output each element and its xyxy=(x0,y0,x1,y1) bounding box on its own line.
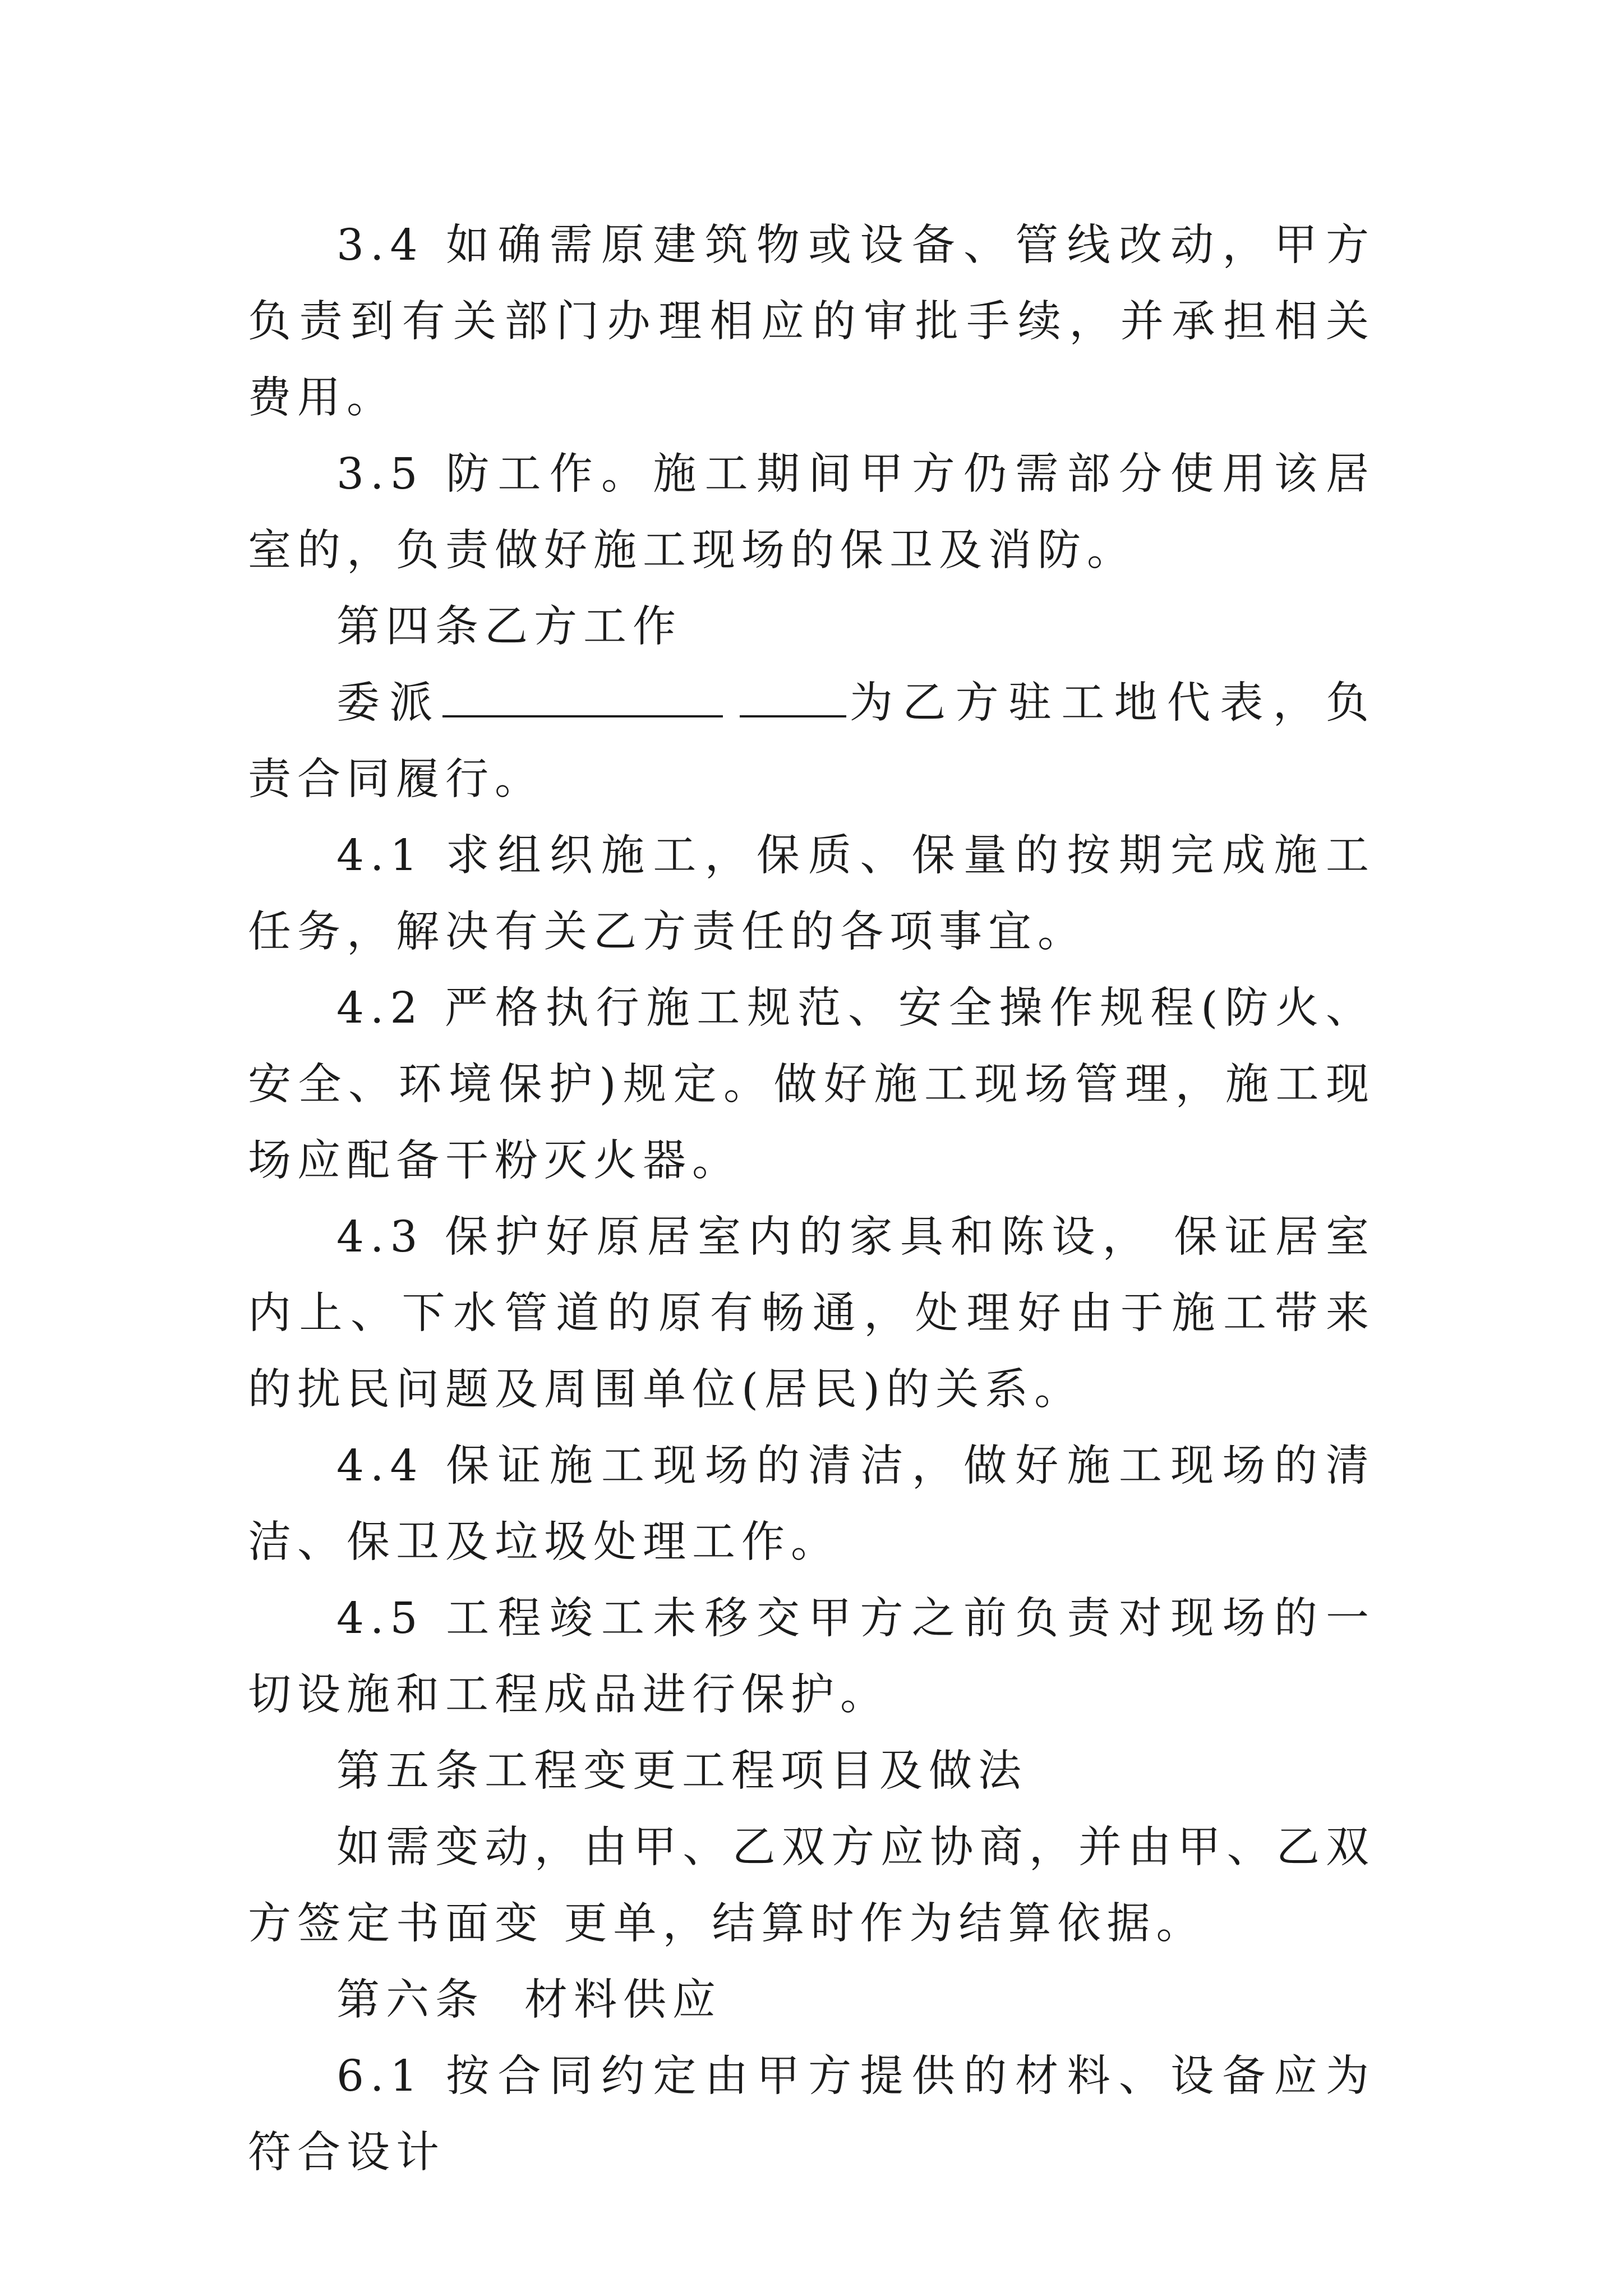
clause-5-change: 如需变动，由甲、乙双方应协商，并由甲、乙双方签定书面变 更单，结算时作为结算依据。 xyxy=(248,1823,1375,1949)
clause-4-4: 4.4 保证施工现场的清洁，做好施工现场的清洁、保卫及垃圾处理工作。 xyxy=(248,1441,1375,1567)
clause-4-2: 4.2 严格执行施工规范、安全操作规程(防火、安全、环境保护)规定。做好施工现场管理，施工现场应配备干粉灭火器。 xyxy=(248,983,1375,1186)
article-5-heading: 第五条工程变更工程项目及做法 xyxy=(336,1746,1027,1796)
document-body xyxy=(248,208,1375,2191)
clause-4-5: 4.5 工程竣工未移交甲方之前负责对现场的一切设施和工程成品进行保护。 xyxy=(248,1594,1375,1720)
representative-suffix: 为乙方驻工地代表，负责合同履行。 xyxy=(248,678,1376,804)
article-4-heading: 第四条乙方工作 xyxy=(336,602,682,652)
clause-4-1: 4.1 求组织施工，保质、保量的按期完成施工任务，解决有关乙方责任的各项事宜。 xyxy=(248,831,1375,957)
representative-prefix: 委派 xyxy=(336,678,442,728)
representative-name-blank xyxy=(442,680,723,717)
clause-3-4: 3.4 如确需原建筑物或设备、管线改动，甲方负责到有关部门办理相应的审批手续，并承担相关费用。 xyxy=(248,220,1375,423)
clause-6-1: 6.1 按合同约定由甲方提供的材料、设备应为符合设计 xyxy=(248,2051,1375,2178)
clause-4-3: 4.3 保护好原居室内的家具和陈设， 保证居室内上、下水管道的原有畅通，处理好由于施工带来的扰民问题及周围单位(居民)的关系。 xyxy=(248,1212,1375,1415)
representative-name-blank-2 xyxy=(740,680,846,717)
article-6-heading: 第六条 材料供应 xyxy=(336,1975,722,2025)
clause-3-5: 3.5 防工作。施工期间甲方仍需部分使用该居室的，负责做好施工现场的保卫及消防。 xyxy=(248,449,1375,576)
clause-4-representative xyxy=(248,665,1375,818)
